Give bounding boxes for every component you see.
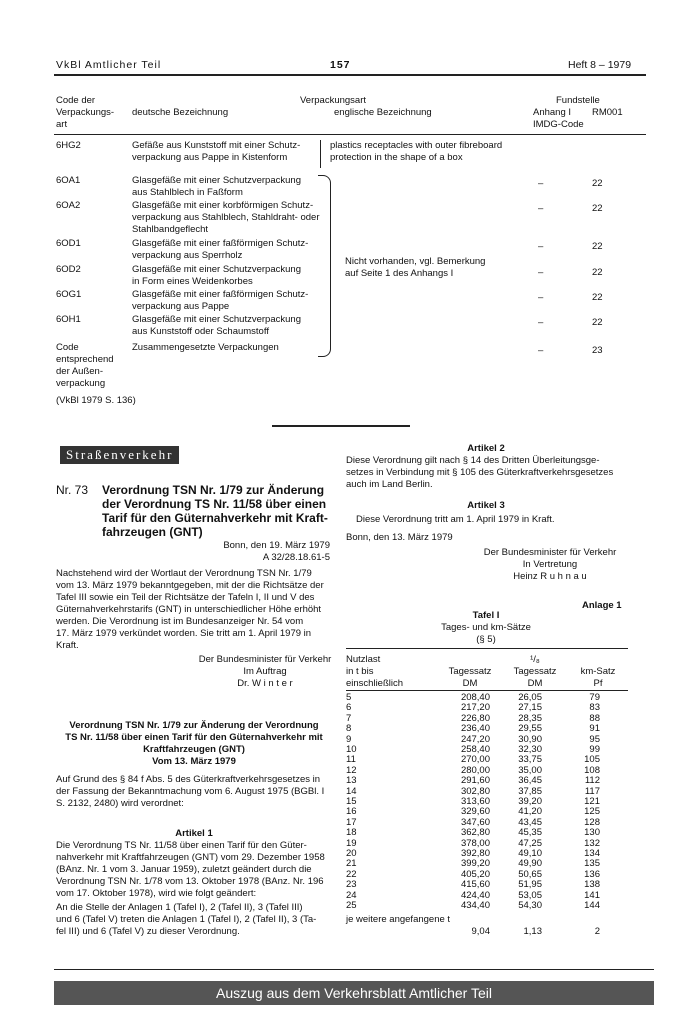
footer-rule: [54, 969, 654, 970]
tafel-tagessatz: 217,20: [460, 702, 490, 714]
tafel-km: 108: [584, 764, 600, 776]
header-rule: [54, 74, 646, 76]
th-englisch: englische Bezeichnung: [334, 107, 432, 118]
tafel-km: 134: [584, 848, 600, 859]
art3-text: Diese Verordnung tritt am 1. April 1979 in Kraft.: [356, 514, 555, 525]
tafel-tagessatz: 362,80: [460, 827, 490, 839]
issue-number: Heft 8 – 1979: [568, 59, 632, 71]
row-de: Gefäße aus Kunststoff mit einer Schutz- verpackung aus Pappe in Kistenform: [132, 140, 301, 163]
tafel-km: 144: [584, 900, 600, 911]
tafel-achtel: 41,20: [518, 806, 542, 818]
tafel-achtel: 47,25: [518, 837, 542, 849]
nr-label: Nr. 73: [56, 483, 89, 497]
tafel-nutzlast: 18: [346, 827, 357, 839]
tafel-nutzlast: 13: [346, 775, 357, 787]
tafel-nutzlast: 23: [346, 879, 357, 891]
row-anhang: –: [538, 267, 544, 278]
tafel-nutzlast: 6: [346, 702, 352, 714]
tafel-nutzlast: 10: [346, 744, 357, 755]
th-rm001: RM001: [592, 107, 623, 118]
tafel-km: 128: [584, 816, 600, 828]
tafel-achtel: 54,30: [518, 900, 542, 911]
tafel-tagessatz: 378,00: [460, 837, 490, 849]
tafel-km: 121: [584, 796, 600, 807]
tafel-nutzlast: 15: [346, 796, 357, 807]
tafel-nutzlast: 8: [346, 723, 352, 735]
row-de: Zusammengesetzte Verpackungen: [132, 342, 279, 353]
tafel-nutzlast: 5: [346, 692, 352, 703]
th-nutzlast: Nutzlast in t bis einschließlich: [346, 654, 404, 689]
row-de: Glasgefäße mit einer Schutzverpackung aus Kunststoff oder Schaumstoff: [132, 314, 301, 337]
art2-heading: Artikel 2: [467, 443, 505, 454]
tafel-achtel: 45,35: [518, 827, 542, 839]
tafel-nutzlast: 20: [346, 848, 357, 859]
tafel-km: 95: [589, 733, 600, 745]
tafel-achtel: 26,05: [518, 692, 542, 703]
row-rm001: 22: [592, 292, 603, 303]
row-rm001: 23: [592, 345, 603, 356]
vo-title: Verordnung TSN Nr. 1/79 zur Änderung der Verordnung TS Nr. 11/58 über einen Tarif für den Güternahverkehr mit Kraftfahrzeugen (GNT) Vom 13. März 1979: [65, 720, 323, 767]
th-achtel: ¹/₈ Tagessatz DM: [513, 654, 557, 689]
row-anhang: –: [538, 292, 544, 303]
tafel-nutzlast: 24: [346, 889, 357, 901]
th-tagessatz: Tagessatz DM: [448, 666, 492, 689]
brace-text: Nicht vorhanden, vgl. Bemerkung auf Seite 1 des Anhangs I: [345, 256, 486, 279]
tafel-km: 136: [584, 868, 600, 880]
tafel-achtel: 43,45: [518, 816, 542, 828]
art2-text: Diese Verordnung gilt nach § 14 des Dritten Überleitungsge- setzes in Verbindung mit § 105 des Güterkraftverkehrsgesetzes auch im Land Berlin.: [346, 455, 614, 490]
tafel-km: 117: [584, 785, 600, 797]
running-header-left: VkBl Amtlicher Teil: [56, 59, 162, 71]
tafel-tagessatz: 399,20: [460, 858, 490, 870]
tafel-nutzlast: 22: [346, 868, 357, 880]
extra-km: 2: [594, 926, 600, 937]
tafel-tagessatz: 313,60: [460, 796, 490, 807]
tafel-tagessatz: 347,60: [460, 816, 490, 828]
tafel-tagessatz: 302,80: [460, 785, 490, 797]
tafel-tagessatz: 415,60: [460, 879, 490, 891]
tafel-tagessatz: 258,40: [460, 744, 490, 755]
tafel-nutzlast: 9: [346, 733, 352, 745]
right-date: Bonn, den 13. März 1979: [346, 532, 453, 543]
section-rule: [272, 425, 410, 427]
source-ref: (VkBl 1979 S. 136): [56, 395, 136, 406]
row-code: 6OD1: [56, 238, 81, 249]
tafel-tagessatz: 236,40: [460, 723, 490, 735]
tafel-achtel: 28,35: [518, 712, 542, 724]
tafel-title: Tafel I Tages- und km-Sätze (§ 5): [441, 610, 531, 645]
tafel-tagessatz: 405,20: [460, 868, 490, 880]
row-code: 6OA2: [56, 200, 81, 211]
tafel-nutzlast: 25: [346, 900, 357, 911]
row-code: 6OD2: [56, 264, 81, 275]
tafel-achtel: 32,30: [518, 744, 542, 755]
art3-heading: Artikel 3: [467, 500, 505, 511]
tafel-nutzlast: 19: [346, 837, 357, 849]
tafel-achtel: 50,65: [518, 868, 542, 880]
row-de: Glasgefäße mit einer faßförmigen Schutz- verpackung aus Pappe: [132, 289, 309, 312]
brace: [318, 175, 331, 357]
th-fundstelle: Fundstelle: [556, 95, 600, 106]
tafel-achtel: 30,90: [518, 733, 542, 745]
doc-title: Verordnung TSN Nr. 1/79 zur Änderung der Verordnung TS Nr. 11/58 über einen Tarif für den Güternahverkehr mit Kraft- fahrzeugen (GNT): [102, 483, 328, 539]
intro-text: Nachstehend wird der Wortlaut der Verordnung TSN Nr. 1/79 vom 13. März 1979 bekanntgegeben, mit der die Richtsätze der Tafel III sowie ein Teil der Richtsätze der Tafeln I, II und V des Güternahverkehrstarifs (GNT) in unterschiedlicher Höhe erhöht werden. Die Verordnung ist im Bundesanzeiger Nr. 54 vom 17. März 1979 verkündet worden. Sie tritt am 1. April 1979 in Kraft.: [56, 568, 324, 651]
tafel-tagessatz: 434,40: [460, 900, 490, 911]
tafel-km: 132: [584, 837, 600, 849]
tafel-km: 83: [589, 702, 600, 714]
extra-achtel: 1,13: [523, 926, 542, 937]
tafel-achtel: 51,95: [518, 879, 542, 891]
tafel-km: 130: [584, 827, 600, 839]
th-kmsatz: km-Satz Pf: [580, 666, 616, 689]
tafel-achtel: 36,45: [518, 775, 542, 787]
tafel-nutzlast: 7: [346, 712, 352, 724]
tafel-tagessatz: 208,40: [460, 692, 490, 703]
tafel-tagessatz: 247,20: [460, 733, 490, 745]
tafel-tagessatz: 392,80: [460, 848, 490, 859]
tafel-achtel: 29,55: [518, 723, 542, 735]
tafel-km: 105: [584, 754, 600, 766]
row-de: Glasgefäße mit einer faßförmigen Schutz- verpackung aus Sperrholz: [132, 238, 309, 261]
row-code: 6OA1: [56, 175, 81, 186]
row-rm001: 22: [592, 267, 603, 278]
art1-text2: An die Stelle der Anlagen 1 (Tafel I), 2 (Tafel II), 3 (Tafel III) und 6 (Tafel V) treten die Anlagen 1 (Tafel I), 2 (Tafel II), 3 (Ta- fel III) und 6 (Tafel V) zu dieser Verordnung.: [56, 902, 317, 937]
row-anhang: –: [538, 178, 544, 189]
art1-heading: Artikel 1: [175, 828, 213, 839]
tafel-achtel: 37,85: [518, 785, 542, 797]
tafel-nutzlast: 14: [346, 785, 357, 797]
tafel-km: 112: [584, 775, 600, 787]
footer-banner: Auszug aus dem Verkehrsblatt Amtlicher Teil: [54, 981, 654, 1005]
tafel-km: 88: [589, 712, 600, 724]
row-de: Glasgefäße mit einer Schutzverpackung aus Stahlblech in Faßform: [132, 175, 301, 198]
row-anhang: –: [538, 203, 544, 214]
tafel-km: 138: [584, 879, 600, 891]
tafel-tagessatz: 291,60: [460, 775, 490, 787]
row-anhang: –: [538, 345, 544, 356]
tafel-rule-top: [346, 648, 628, 649]
tafel-km: 135: [584, 858, 600, 870]
tafel-nutzlast: 17: [346, 816, 357, 828]
tafel-km: 99: [589, 744, 600, 755]
tafel-achtel: 33,75: [518, 754, 542, 766]
row-anhang: –: [538, 317, 544, 328]
tafel-achtel: 53,05: [518, 889, 542, 901]
column-divider: [320, 140, 321, 168]
row-rm001: 22: [592, 241, 603, 252]
row-de: Glasgefäße mit einer korbförmigen Schutz- verpackung aus Stahlblech, Stahldraht- oder Stahlbandgeflecht: [132, 200, 320, 235]
tafel-achtel: 27,15: [518, 702, 542, 714]
grund-text: Auf Grund des § 84 f Abs. 5 des Güterkraftverkehrsgesetzes in der Fassung der Bekanntmachung vom 6. August 1975 (BGBl. I S. 2132, 2480) wird verordnet:: [56, 774, 325, 809]
row-code: Code: [56, 342, 79, 353]
doc-date: Bonn, den 19. März 1979 A 32/28.18.61-5: [223, 540, 330, 563]
signature-right: Der Bundesminister für Verkehr In Vertretung Heinz R u h n a u: [483, 547, 617, 582]
tafel-tagessatz: 424,40: [460, 889, 490, 901]
row-en: plastics receptacles with outer fibreboard protection in the shape of a box: [330, 140, 503, 163]
tafel-nutzlast: 12: [346, 764, 357, 776]
tafel-achtel: 35,00: [518, 764, 542, 776]
tafel-achtel: 39,20: [518, 796, 542, 807]
row-rm001: 22: [592, 203, 603, 214]
tafel-km: 91: [589, 723, 600, 735]
th-code: Code der Verpackungs- art: [56, 95, 115, 130]
tafel-tagessatz: 270,00: [460, 754, 490, 766]
row-code: 6OH1: [56, 314, 81, 325]
code-extra: entsprechend der Außen- verpackung: [56, 354, 114, 389]
tafel-nutzlast: 21: [346, 858, 357, 870]
page-number: 157: [330, 59, 351, 71]
signature-left: Der Bundesminister für Verkehr Im Auftrag Dr. W i n t e r: [198, 654, 332, 689]
tafel-tagessatz: 329,60: [460, 806, 490, 818]
row-code: 6HG2: [56, 140, 81, 151]
row-anhang: –: [538, 241, 544, 252]
art1-text: Die Verordnung TS Nr. 11/58 über einen Tarif für den Güter- nahverkehr mit Kraftfahrzeugen (GNT) vom 29. Dezember 1958 (BAnz. Nr. 1 vom 3. Januar 1959), zuletzt geändert durch die Verordnung TSN Nr. 1/78 vom 13. Oktober 1978 (BAnz. Nr. 196 vom 17. Oktober 1978), wird wie folgt geändert:: [56, 840, 325, 899]
row-code: 6OG1: [56, 289, 82, 300]
table-rule: [54, 134, 646, 135]
th-imdg: IMDG-Code: [533, 119, 584, 130]
tafel-achtel: 49,10: [518, 848, 542, 859]
row-rm001: 22: [592, 178, 603, 189]
extra-label: je weitere angefangene t: [346, 914, 451, 925]
th-deutsch: deutsche Bezeichnung: [132, 107, 229, 118]
tafel-km: 125: [584, 806, 600, 818]
row-rm001: 22: [592, 317, 603, 328]
tafel-nutzlast: 16: [346, 806, 357, 818]
section-banner: Straßenverkehr: [60, 446, 179, 464]
anlage-label: Anlage 1: [582, 600, 622, 611]
th-anhang: Anhang I: [533, 107, 572, 118]
tafel-tagessatz: 226,80: [460, 712, 490, 724]
tafel-nutzlast: 11: [346, 754, 356, 766]
th-verpackungsart: Verpackungsart: [300, 95, 367, 106]
tafel-rule-head: [346, 690, 628, 691]
tafel-achtel: 49,90: [518, 858, 542, 870]
extra-tagessatz: 9,04: [471, 926, 490, 937]
tafel-tagessatz: 280,00: [460, 764, 490, 776]
tafel-km: 141: [584, 889, 600, 901]
tafel-km: 79: [589, 692, 600, 703]
row-de: Glasgefäße mit einer Schutzverpackung in Form eines Weidenkorbes: [132, 264, 301, 287]
